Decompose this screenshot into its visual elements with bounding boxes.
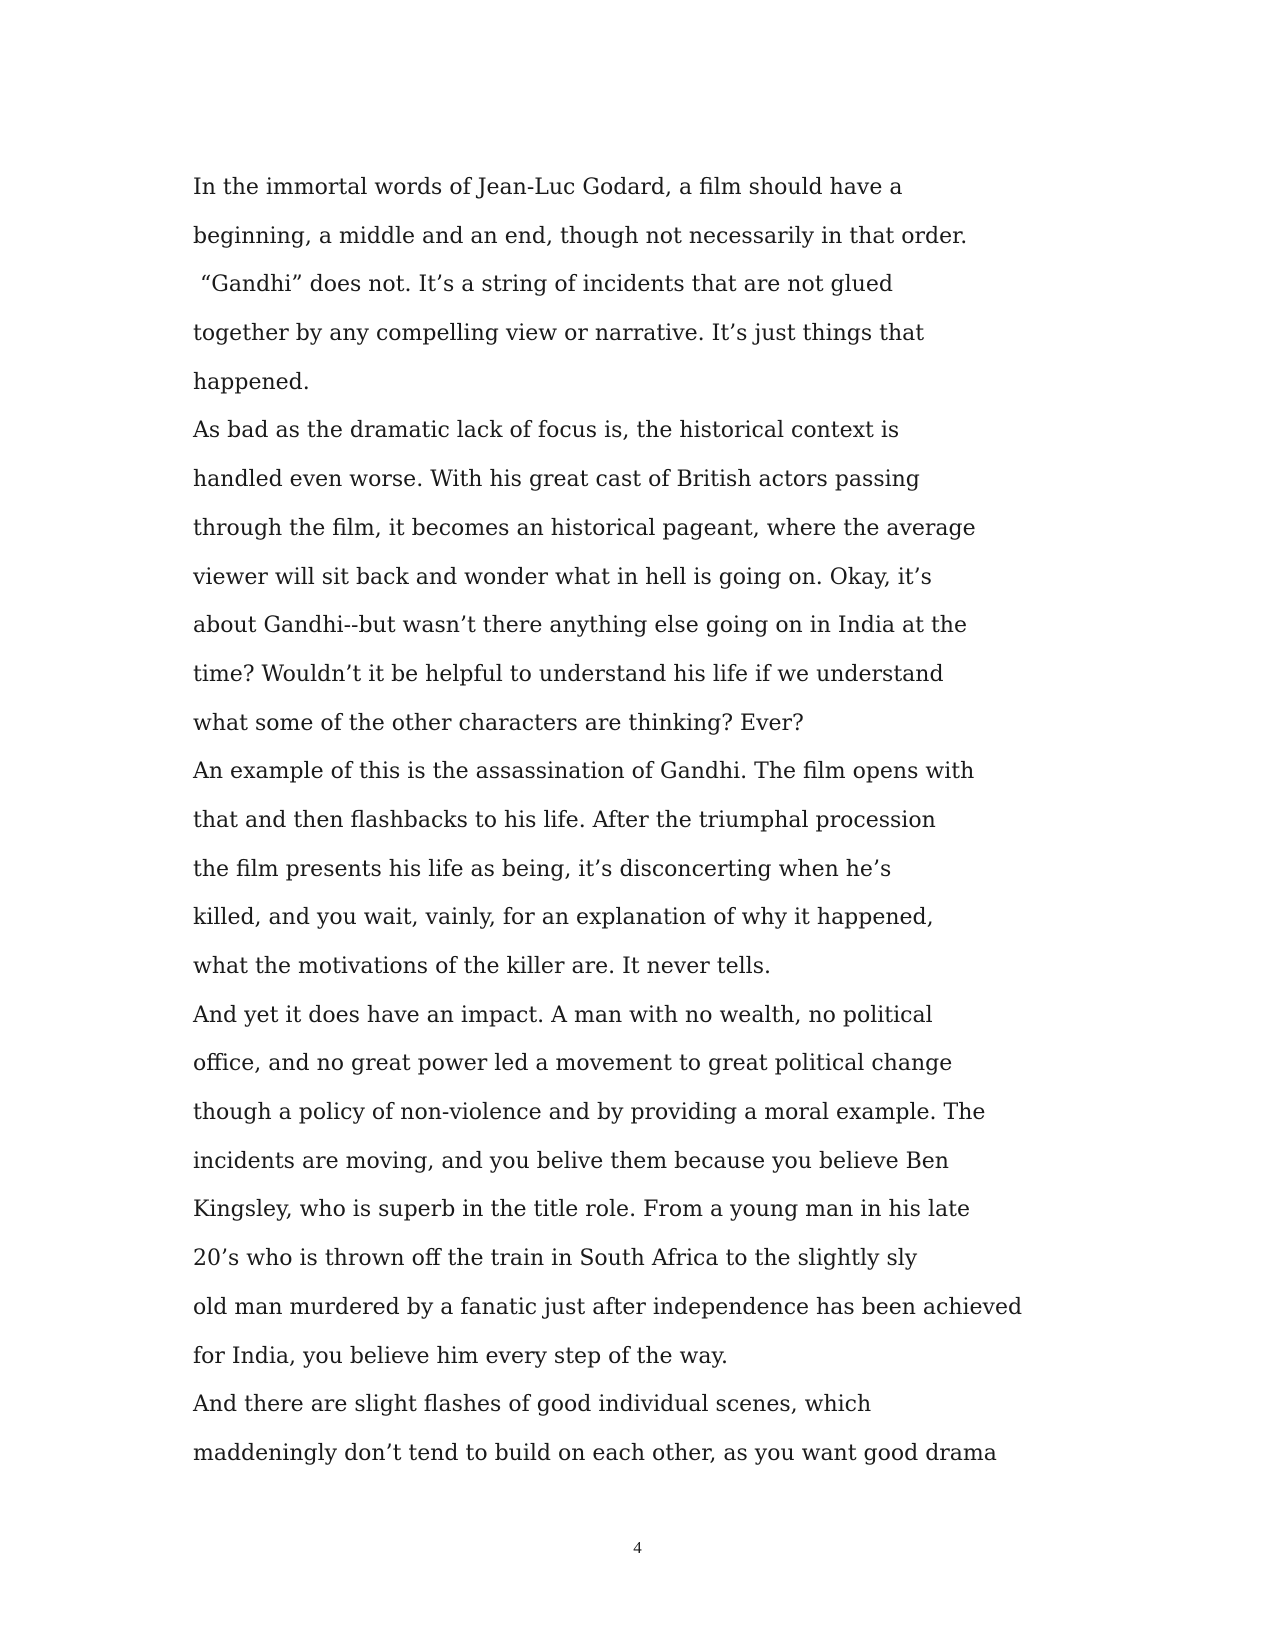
text-line: handled even worse. With his great cast of British actors passing	[193, 467, 920, 493]
text-line: viewer will sit back and wonder what in hell is going on. Okay, it’s	[193, 564, 932, 590]
text-line: happened.	[193, 369, 310, 395]
text-line: through the film, it becomes an historical pageant, where the average	[193, 515, 976, 541]
text-line: And yet it does have an impact. A man with no wealth, no political	[193, 1002, 933, 1028]
text-line: maddeningly don’t tend to build on each other, as you want good drama	[193, 1440, 997, 1466]
text-line: In the immortal words of Jean-Luc Godard, a film should have a	[193, 175, 903, 200]
text-line: And there are slight flashes of good individual scenes, which	[193, 1392, 872, 1418]
text-line: old man murdered by a fanatic just after independence has been achieved	[193, 1294, 1023, 1320]
text-line: for India, you believe him every step of the way.	[193, 1343, 728, 1369]
text-line: “Gandhi” does not. It’s a string of incidents that are not glued	[193, 272, 893, 298]
text-line: As bad as the dramatic lack of focus is, the historical context is	[193, 418, 900, 444]
text-line: beginning, a middle and an end, though not necessarily in that order.	[193, 223, 968, 249]
text-line: incidents are moving, and you belive them because you believe Ben	[193, 1148, 949, 1174]
text-line: 20’s who is thrown off the train in South Africa to the slightly sly	[193, 1246, 918, 1272]
text-line: what some of the other characters are thinking? Ever?	[193, 710, 804, 736]
text-line: together by any compelling view or narrative. It’s just things that	[193, 321, 925, 347]
text-line: what the motivations of the killer are. It never tells.	[193, 954, 771, 979]
text-line: An example of this is the assassination of Gandhi. The film opens with	[193, 759, 975, 785]
text-line: Kingsley, who is superb in the title role. From a young man in his late	[193, 1197, 970, 1223]
page-number: 4	[633, 1538, 642, 1557]
body-text	[193, 164, 1093, 1479]
text-line: killed, and you wait, vainly, for an explanation of why it happened,	[193, 905, 934, 931]
text-line: office, and no great power led a movement to great political change	[193, 1051, 953, 1077]
text-line: about Gandhi--but wasn’t there anything else going on in India at the	[193, 613, 967, 639]
text-line: time? Wouldn’t it be helpful to understand his life if we understand	[193, 661, 944, 687]
text-line: though a policy of non-violence and by providing a moral example. The	[193, 1100, 986, 1126]
text-line: the film presents his life as being, it’s disconcerting when he’s	[193, 856, 892, 882]
text-line: that and then flashbacks to his life. After the triumphal procession	[193, 807, 936, 833]
